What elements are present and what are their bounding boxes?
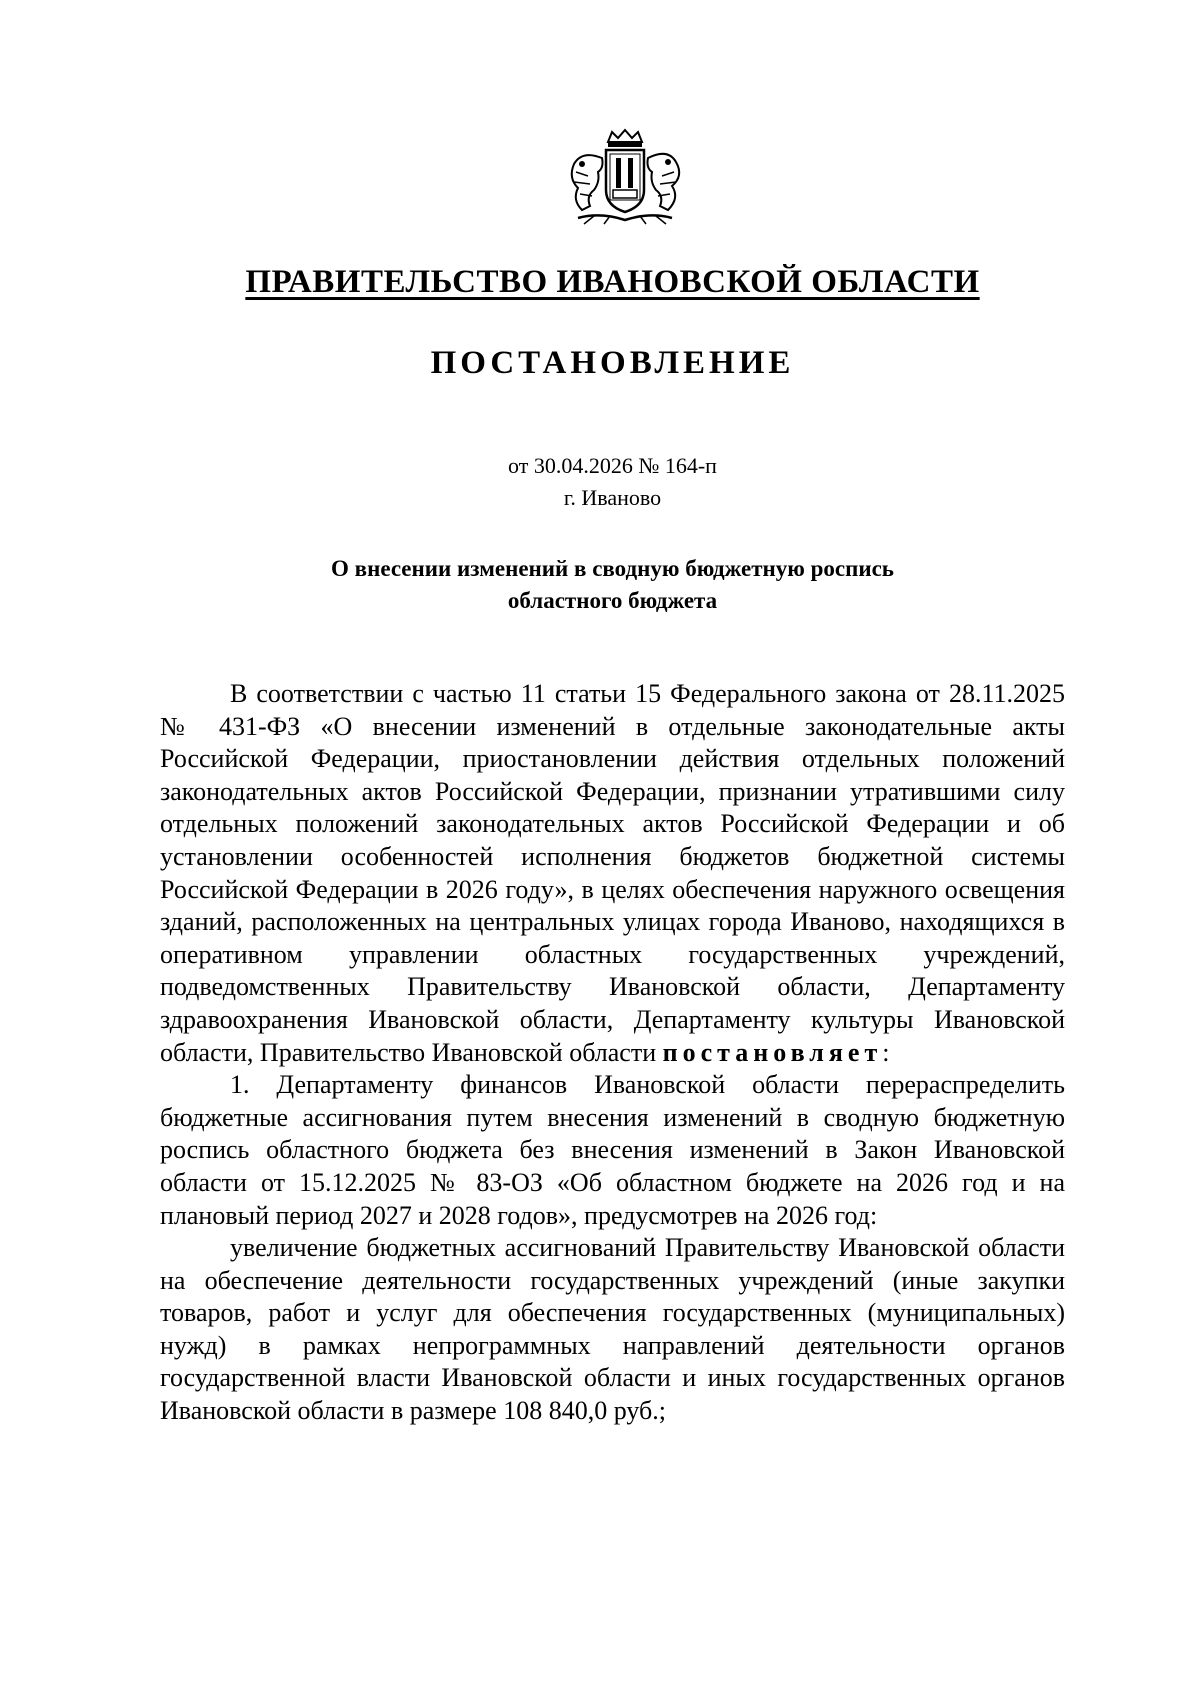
organization-title: ПРАВИТЕЛЬСТВО ИВАНОВСКОЙ ОБЛАСТИ — [245, 264, 980, 300]
subject-line-1: О внесении изменений в сводную бюджетную роспись — [331, 556, 894, 581]
decree-word: постановляет — [662, 1037, 883, 1067]
document-meta — [160, 450, 1065, 514]
preamble-text: В соответствии с частью 11 статьи 15 Федерального закона от 28.11.2025 № 431-ФЗ «О внесении изменений в отдельные законодательные акты Российской Федерации, приостановлении действия отдельных положений законодательных актов Российской Федерации, признании утратившими силу отдельных положений законодательных актов Российской Федерации и об установлении особенностей исполнения бюджетов бюджетной системы Российской Федерации в 2026 году», в целях обеспечения наружного освещения зданий, расположенных на центральных улицах города Иваново, находящихся в оперативном управлении областных государственных учреждений, подведомственных Правительству Ивановской области, Департаменту здравоохранения Ивановской области, Департаменту культуры Ивановской области, Правительство Ивановской области — [160, 679, 1065, 1067]
item-1-paragraph: 1. Департаменту финансов Ивановской области перераспределить бюджетные ассигнования путем внесения изменений в сводную бюджетную роспись областного бюджета без внесения изменений в Закон Ивановской области от 15.12.2025 № 83-ОЗ «Об областном бюджете на 2026 год и на плановый период 2027 и 2028 годов», предусмотрев на 2026 год: — [160, 1070, 1065, 1230]
preamble-paragraph — [160, 678, 1065, 1069]
document-date-number: от 30.04.2026 № 164-п — [508, 453, 717, 478]
subject-line-2: областного бюджета — [507, 588, 718, 613]
document-type-title: ПОСТАНОВЛЕНИЕ — [430, 345, 795, 381]
document-city: г. Иваново — [563, 485, 662, 510]
document-body — [160, 678, 1065, 1428]
item-1-increase-paragraph: увеличение бюджетных ассигнований Правительству Ивановской области на обеспечение деятельности государственных учреждений (иные закупки товаров, работ и услуг для обеспечения государственных (муниципальных) нужд) в рамках непрограммных направлений деятельности органов государственной власти Ивановской области и иных государственных органов Ивановской области в размере 108 840,0 руб.; — [160, 1233, 1065, 1426]
coat-of-arms-icon — [560, 128, 690, 228]
document-subject — [160, 553, 1065, 617]
decree-colon: : — [882, 1037, 890, 1067]
